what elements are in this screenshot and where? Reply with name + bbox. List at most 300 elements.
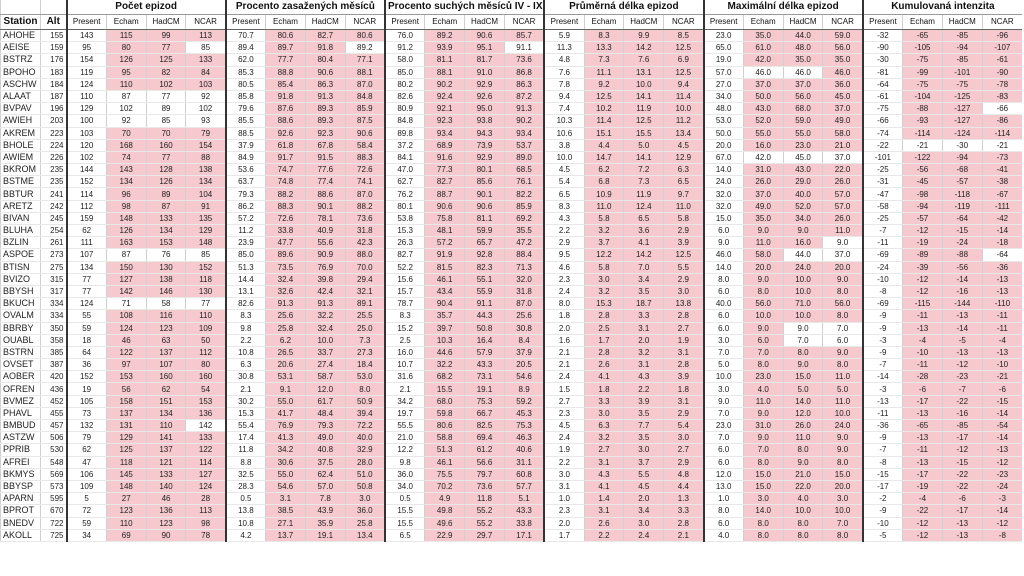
table-row	[1, 66, 1023, 78]
value-cell: 85.7	[504, 30, 544, 42]
value-cell: -11	[982, 310, 1022, 322]
value-cell: 3.0	[345, 493, 385, 505]
subcol-header: NCAR	[345, 15, 385, 30]
table-row	[1, 310, 1023, 322]
value-cell: 10.7	[385, 359, 425, 371]
value-cell: 92.6	[465, 90, 505, 102]
value-cell: 133	[186, 54, 226, 66]
value-cell: 17.1	[504, 529, 544, 541]
alt-cell: 334	[41, 310, 67, 322]
value-cell: 88	[186, 151, 226, 163]
value-cell: 30.6	[266, 456, 306, 468]
value-cell: 2.8	[664, 359, 704, 371]
value-cell: 46.3	[504, 432, 544, 444]
value-cell: 80.4	[305, 54, 345, 66]
alt-cell: 223	[41, 127, 67, 139]
value-cell: 35.0	[823, 54, 863, 66]
value-cell: 43.0	[743, 103, 783, 115]
value-cell: 68.0	[783, 103, 823, 115]
subcol-header: HadCM	[624, 15, 664, 30]
value-cell: -45	[903, 176, 943, 188]
value-cell: 86.3	[305, 78, 345, 90]
value-cell: 85	[186, 249, 226, 261]
alt-cell: 722	[41, 517, 67, 529]
value-cell: -15	[982, 395, 1022, 407]
value-cell: 37.0	[823, 103, 863, 115]
value-cell: 31.6	[385, 371, 425, 383]
group-header: Maximální délka epizod	[704, 0, 863, 15]
value-cell: 102	[67, 151, 107, 163]
value-cell: 9.0	[743, 225, 783, 237]
value-cell: 15.2	[385, 322, 425, 334]
value-cell: 46.0	[743, 66, 783, 78]
value-cell: -11	[903, 359, 943, 371]
value-cell: 125	[106, 444, 146, 456]
value-cell: 154	[186, 139, 226, 151]
table-row	[1, 176, 1023, 188]
value-cell: 100	[67, 115, 107, 127]
value-cell: 77	[146, 151, 186, 163]
station-cell: BZLIN	[1, 237, 41, 249]
value-cell: 5.8	[584, 261, 624, 273]
value-cell: 10.0	[664, 103, 704, 115]
header-blank	[1, 0, 41, 15]
value-cell: 80.1	[465, 164, 505, 176]
value-cell: 134	[146, 407, 186, 419]
value-cell: 2.1	[664, 529, 704, 541]
value-cell: 13.8	[664, 298, 704, 310]
station-cell: AFREI	[1, 456, 41, 468]
value-cell: 76	[146, 249, 186, 261]
value-cell: -39	[903, 261, 943, 273]
value-cell: 124	[106, 322, 146, 334]
value-cell: 138	[146, 273, 186, 285]
value-cell: -9	[863, 310, 903, 322]
value-cell: 9.0	[823, 346, 863, 358]
value-cell: -7	[863, 444, 903, 456]
value-cell: 52.0	[783, 200, 823, 212]
alt-cell: 530	[41, 444, 67, 456]
value-cell: 8.0	[783, 529, 823, 541]
value-cell: 8.0	[704, 273, 744, 285]
value-cell: -13	[942, 517, 982, 529]
value-cell: 89.4	[226, 42, 266, 54]
value-cell: 2.4	[544, 371, 584, 383]
value-cell: 30.8	[226, 371, 266, 383]
value-cell: 15.0	[783, 371, 823, 383]
value-cell: -17	[863, 480, 903, 492]
value-cell: 55.0	[743, 127, 783, 139]
value-cell: 8.3	[226, 310, 266, 322]
alt-cell: 226	[41, 151, 67, 163]
value-cell: 148	[106, 480, 146, 492]
value-cell: 78.1	[305, 212, 345, 224]
value-cell: 55.4	[226, 420, 266, 432]
value-cell: 82	[146, 66, 186, 78]
value-cell: 127	[106, 273, 146, 285]
value-cell: 160	[146, 371, 186, 383]
value-cell: 7.4	[544, 103, 584, 115]
station-cell: OUABL	[1, 334, 41, 346]
value-cell: 16.0	[385, 346, 425, 358]
value-cell: 92.8	[465, 249, 505, 261]
value-cell: 44.6	[425, 346, 465, 358]
value-cell: 1.8	[664, 383, 704, 395]
value-cell: 4.0	[704, 529, 744, 541]
value-cell: 9.0	[704, 395, 744, 407]
value-cell: 55.0	[266, 468, 306, 480]
value-cell: -11	[863, 237, 903, 249]
value-cell: -11	[903, 444, 943, 456]
value-cell: 16.0	[783, 237, 823, 249]
value-cell: 15.3	[385, 225, 425, 237]
subcol-header: NCAR	[982, 15, 1022, 30]
value-cell: 73.6	[345, 212, 385, 224]
subcol-header: HadCM	[783, 15, 823, 30]
value-cell: 4.1	[584, 371, 624, 383]
value-cell: 13.0	[704, 480, 744, 492]
value-cell: 1.7	[584, 334, 624, 346]
value-cell: 2.2	[624, 383, 664, 395]
value-cell: -16	[942, 407, 982, 419]
value-cell: 137	[106, 407, 146, 419]
value-cell: 103	[67, 127, 107, 139]
value-cell: 9.0	[823, 273, 863, 285]
table-row	[1, 444, 1023, 456]
value-cell: 5.5	[624, 468, 664, 480]
value-cell: 26.3	[385, 237, 425, 249]
value-cell: 9.4	[544, 90, 584, 102]
value-cell: -31	[863, 176, 903, 188]
value-cell: -18	[982, 237, 1022, 249]
alt-cell: 242	[41, 200, 67, 212]
value-cell: 92.4	[425, 90, 465, 102]
value-cell: 2.8	[584, 346, 624, 358]
value-cell: 4.5	[664, 139, 704, 151]
value-cell: 3.1	[664, 395, 704, 407]
value-cell: 124	[186, 480, 226, 492]
value-cell: 3.0	[704, 334, 744, 346]
value-cell: 123	[106, 505, 146, 517]
value-cell: 87.2	[504, 90, 544, 102]
value-cell: 90.6	[465, 200, 505, 212]
station-cell: AOBER	[1, 371, 41, 383]
value-cell: 53.7	[504, 139, 544, 151]
value-cell: 89.2	[345, 42, 385, 54]
value-cell: -66	[863, 115, 903, 127]
value-cell: 23.9	[226, 237, 266, 249]
value-cell: 3.0	[664, 432, 704, 444]
value-cell: 152	[67, 176, 107, 188]
value-cell: 31.0	[743, 164, 783, 176]
table-row	[1, 432, 1023, 444]
value-cell: 37.0	[823, 249, 863, 261]
value-cell: 16.0	[743, 139, 783, 151]
header-blank	[41, 0, 67, 15]
value-cell: 32.0	[504, 273, 544, 285]
value-cell: 82.2	[504, 188, 544, 200]
value-cell: 42.0	[743, 151, 783, 163]
value-cell: 113	[186, 505, 226, 517]
station-cell: ALAAT	[1, 90, 41, 102]
value-cell: 11.4	[664, 90, 704, 102]
group-header: Počet epizod	[67, 0, 226, 15]
value-cell: -8	[863, 456, 903, 468]
value-cell: 99	[146, 30, 186, 42]
value-cell: 28	[186, 493, 226, 505]
value-cell: 55.6	[305, 237, 345, 249]
value-cell: 5.8	[584, 212, 624, 224]
value-cell: 118	[106, 456, 146, 468]
table-row	[1, 529, 1023, 541]
value-cell: 37.2	[385, 139, 425, 151]
value-cell: 54.6	[266, 480, 306, 492]
table-row	[1, 480, 1023, 492]
value-cell: 79.3	[226, 188, 266, 200]
value-cell: -12	[903, 273, 943, 285]
value-cell: 19.0	[704, 54, 744, 66]
value-cell: 55.5	[385, 420, 425, 432]
value-cell: 43.3	[504, 505, 544, 517]
value-cell: 12.0	[305, 383, 345, 395]
value-cell: 47.7	[266, 237, 306, 249]
value-cell: 98	[186, 517, 226, 529]
value-cell: 82.7	[385, 249, 425, 261]
value-cell: 143	[67, 30, 107, 42]
value-cell: 118	[186, 273, 226, 285]
value-cell: 104	[186, 188, 226, 200]
value-cell: -6	[903, 383, 943, 395]
value-cell: 3.9	[624, 395, 664, 407]
value-cell: 76.2	[385, 188, 425, 200]
value-cell: 40.6	[504, 444, 544, 456]
value-cell: 3.0	[704, 383, 744, 395]
station-cell: ASPOE	[1, 249, 41, 261]
table-row	[1, 456, 1023, 468]
value-cell: 1.0	[544, 493, 584, 505]
value-cell: 103	[186, 78, 226, 90]
value-cell: 97	[106, 359, 146, 371]
value-cell: 3.0	[544, 468, 584, 480]
value-cell: 91.3	[305, 90, 345, 102]
value-cell: 68.9	[425, 139, 465, 151]
value-cell: 88.0	[345, 249, 385, 261]
value-cell: 4.3	[544, 212, 584, 224]
value-cell: -122	[903, 151, 943, 163]
station-cell: BVMEZ	[1, 395, 41, 407]
value-cell: -12	[982, 517, 1022, 529]
value-cell: -104	[903, 90, 943, 102]
value-cell: 35.5	[504, 225, 544, 237]
value-cell: -107	[982, 42, 1022, 54]
value-cell: -75	[863, 103, 903, 115]
value-cell: 26.0	[823, 212, 863, 224]
value-cell: 134	[67, 261, 107, 273]
station-cell: AHOHE	[1, 30, 41, 42]
value-cell: 73.6	[465, 480, 505, 492]
value-cell: 84.9	[226, 151, 266, 163]
value-cell: 88.1	[425, 66, 465, 78]
value-cell: 57.0	[305, 480, 345, 492]
value-cell: 89	[146, 103, 186, 115]
value-cell: 87	[146, 200, 186, 212]
value-cell: 19.1	[305, 529, 345, 541]
value-cell: 7.2	[624, 164, 664, 176]
value-cell: 34.2	[266, 444, 306, 456]
value-cell: 74.7	[266, 164, 306, 176]
value-cell: 35.9	[305, 517, 345, 529]
value-cell: 2.7	[664, 444, 704, 456]
value-cell: 43.4	[425, 285, 465, 297]
value-cell: -32	[863, 30, 903, 42]
value-cell: 15.3	[584, 298, 624, 310]
value-cell: 20.0	[823, 480, 863, 492]
value-cell: 15.6	[385, 273, 425, 285]
value-cell: 40.0	[783, 188, 823, 200]
value-cell: 11.0	[743, 237, 783, 249]
value-cell: -24	[982, 480, 1022, 492]
value-cell: -13	[903, 456, 943, 468]
alt-cell: 358	[41, 334, 67, 346]
value-cell: 34.0	[783, 212, 823, 224]
alt-cell: 334	[41, 298, 67, 310]
value-cell: -114	[903, 127, 943, 139]
value-cell: 110	[106, 517, 146, 529]
value-cell: 12.2	[385, 444, 425, 456]
value-cell: 92.9	[465, 151, 505, 163]
subcol-header: Echam	[584, 15, 624, 30]
value-cell: 50.0	[704, 127, 744, 139]
table-row	[1, 225, 1023, 237]
value-cell: 92.3	[305, 127, 345, 139]
value-cell: 59.8	[425, 407, 465, 419]
value-cell: 55.0	[266, 395, 306, 407]
value-cell: 2.2	[226, 334, 266, 346]
value-cell: 14.2	[624, 42, 664, 54]
value-cell: -115	[903, 298, 943, 310]
value-cell: 2.1	[226, 383, 266, 395]
value-cell: 153	[186, 395, 226, 407]
value-cell: 33.7	[305, 346, 345, 358]
value-cell: 43.3	[465, 359, 505, 371]
value-cell: 27.3	[345, 346, 385, 358]
value-cell: 95.1	[465, 42, 505, 54]
value-cell: 56.0	[743, 298, 783, 310]
value-cell: -78	[982, 78, 1022, 90]
table-row	[1, 420, 1023, 432]
value-cell: 10.6	[544, 127, 584, 139]
station-cell: BSTME	[1, 176, 41, 188]
value-cell: 0.5	[385, 493, 425, 505]
value-cell: 15.5	[385, 517, 425, 529]
alt-cell: 155	[41, 30, 67, 42]
station-cell: AKREM	[1, 127, 41, 139]
station-cell: BBRBY	[1, 322, 41, 334]
station-cell: BBYSH	[1, 285, 41, 297]
value-cell: -14	[942, 273, 982, 285]
value-cell: 35.0	[743, 30, 783, 42]
value-cell: -19	[903, 237, 943, 249]
value-cell: 32.6	[266, 285, 306, 297]
value-cell: -56	[942, 261, 982, 273]
value-cell: 96	[106, 188, 146, 200]
value-cell: 62	[67, 225, 107, 237]
value-cell: 8.0	[743, 517, 783, 529]
table-row	[1, 371, 1023, 383]
value-cell: 15.3	[226, 407, 266, 419]
value-cell: -64	[942, 212, 982, 224]
value-cell: 48.1	[425, 225, 465, 237]
value-cell: 86.2	[226, 200, 266, 212]
value-cell: -22	[942, 468, 982, 480]
value-cell: 9.0	[783, 456, 823, 468]
value-cell: 8.0	[743, 456, 783, 468]
value-cell: 53.0	[704, 115, 744, 127]
value-cell: 27.1	[266, 517, 306, 529]
value-cell: 140	[146, 480, 186, 492]
value-cell: 74.8	[266, 176, 306, 188]
value-cell: -8	[863, 285, 903, 297]
value-cell: 24.0	[823, 420, 863, 432]
value-cell: 53.1	[266, 371, 306, 383]
value-cell: 114	[186, 456, 226, 468]
station-cell: AEISE	[1, 42, 41, 54]
value-cell: 84.8	[345, 90, 385, 102]
value-cell: 40.0	[704, 298, 744, 310]
value-cell: 3.1	[266, 493, 306, 505]
value-cell: 8.3	[544, 200, 584, 212]
value-cell: 7.3	[584, 54, 624, 66]
value-cell: 54.6	[504, 371, 544, 383]
value-cell: 32.1	[345, 285, 385, 297]
value-cell: 2.0	[624, 334, 664, 346]
value-cell: 6.2	[266, 334, 306, 346]
value-cell: 53.6	[226, 164, 266, 176]
value-cell: 66.7	[465, 407, 505, 419]
value-cell: 13.1	[226, 285, 266, 297]
value-cell: 2.6	[584, 359, 624, 371]
value-cell: 12.0	[783, 407, 823, 419]
value-cell: 6.5	[664, 176, 704, 188]
value-cell: 79	[67, 432, 107, 444]
value-cell: 8.0	[823, 310, 863, 322]
value-cell: 146	[146, 285, 186, 297]
value-cell: 3.4	[624, 273, 664, 285]
value-cell: 9.4	[664, 78, 704, 90]
value-cell: 3.6	[624, 225, 664, 237]
alt-cell: 455	[41, 407, 67, 419]
value-cell: 13.8	[226, 505, 266, 517]
value-cell: 31.0	[743, 420, 783, 432]
value-cell: 58.0	[385, 54, 425, 66]
value-cell: -81	[863, 66, 903, 78]
value-cell: 56	[106, 383, 146, 395]
value-cell: -83	[982, 90, 1022, 102]
table-row	[1, 298, 1023, 310]
value-cell: 12.5	[624, 115, 664, 127]
table-row	[1, 212, 1023, 224]
value-cell: -14	[982, 407, 1022, 419]
alt-cell: 203	[41, 115, 67, 127]
value-cell: 73.6	[504, 54, 544, 66]
value-cell: -3	[863, 334, 903, 346]
value-cell: 91.8	[266, 90, 306, 102]
value-cell: 41.7	[266, 407, 306, 419]
value-cell: 2.7	[544, 395, 584, 407]
alt-cell: 273	[41, 249, 67, 261]
value-cell: 56.0	[783, 90, 823, 102]
value-cell: 7.8	[544, 78, 584, 90]
